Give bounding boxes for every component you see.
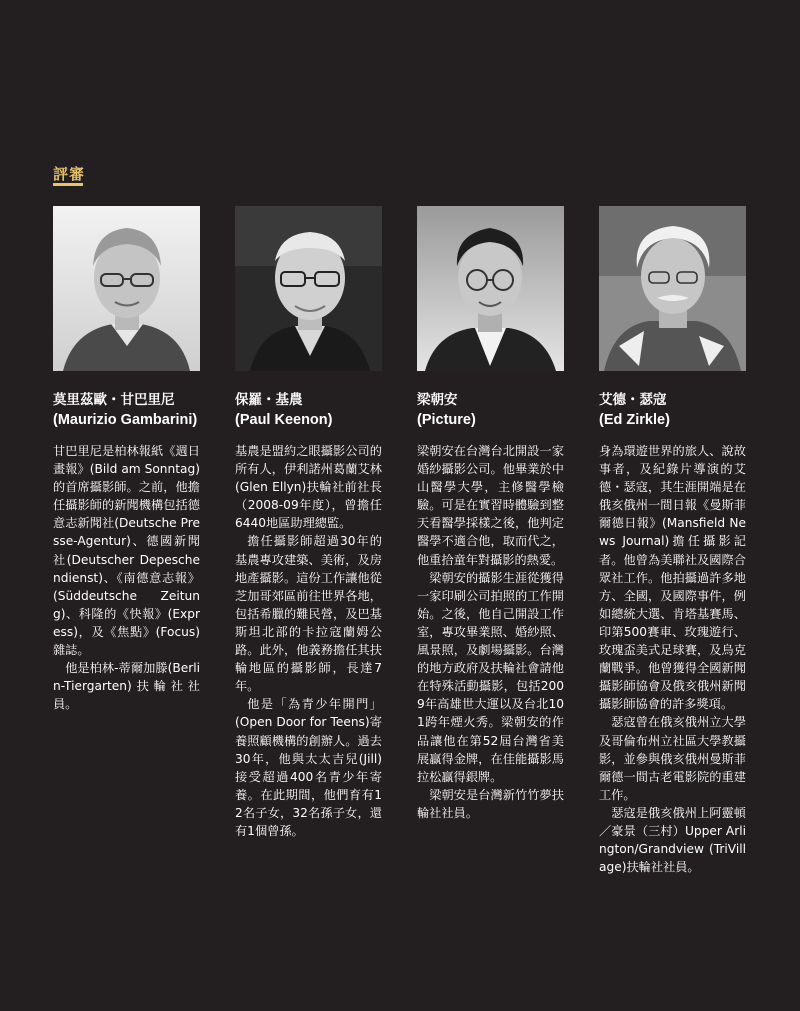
judge-card-picture (417, 206, 564, 822)
bio-paragraph: 擔任攝影師超過30年的基農專攻建築、美術，及房地產攝影。這份工作讓他從芝加哥郊區前往世界各地，包括希臘的難民營，及巴基斯坦北部的卡拉寇蘭姆公路。此外，他義務擔任其扶輪地區的攝影師，長達7年。 (235, 534, 382, 694)
judge-bio (417, 442, 564, 822)
judge-name-zh: 莫里茲歐・甘巴里尼 (53, 392, 175, 408)
bio-paragraph: 瑟寇曾在俄亥俄州立大學及哥倫布州立社區大學教攝影，並參與俄亥俄州曼斯菲爾德一間古老電影院的重建工作。 (599, 715, 746, 802)
judge-name-zh: 梁朝安 (417, 392, 458, 408)
judge-name-en: (Paul Keenon) (235, 412, 333, 428)
judge-name-en: (Picture) (417, 412, 476, 428)
bio-paragraph: 身為環遊世界的旅人、說故事者，及紀錄片導演的艾德・瑟寇，其生涯開端是在俄亥俄州一間日報《曼斯菲爾德日報》(Mansfield News Journal)擔任攝影記者。他曾為美聯社及國際合眾社工作。他拍攝過許多地方、全國，及國際事件，例如總統大選、肯塔基賽馬、印第500賽車、玫瑰遊行、玫瑰盃美式足球賽，及烏克蘭戰爭。他曾獲得全國新聞攝影師協會及俄亥俄州新聞攝影師協會的許多獎項。 (599, 444, 746, 712)
bio-paragraph: 瑟寇是俄亥俄州上阿靈頓／豪景（三村）Upper Arlington/Grandview (TriVillage)扶輪社社員。 (599, 805, 746, 875)
section-underline (53, 183, 83, 186)
judge-bio (53, 442, 200, 713)
judge-name-en: (Ed Zirkle) (599, 412, 670, 428)
judge-card-gambarini (53, 206, 200, 713)
judge-photo-zirkle (599, 206, 746, 371)
judge-photo-keenon (235, 206, 382, 371)
judge-photo-gambarini (53, 206, 200, 371)
bio-paragraph: 梁朝安是台灣新竹竹夢扶輪社社員。 (417, 787, 564, 820)
judge-name-zh: 艾德・瑟寇 (599, 392, 667, 408)
judge-card-keenon (235, 206, 382, 840)
judge-name-zh: 保羅・基農 (235, 392, 303, 408)
judge-bio (235, 442, 382, 840)
bio-paragraph: 甘巴里尼是柏林報紙《週日畫報》(Bild am Sonntag)的首席攝影師。之前，他擔任攝影師的新聞機構包括德意志新聞社(Deutsche Presse-Agentur)、德國新聞社(Deutscher Depeschendienst)、《南德意志報》(Süddeutsche Zeitung)、科隆的《快報》(Express)，及《焦點》(Focus)雜誌。 (53, 444, 200, 658)
bio-paragraph: 梁朝安的攝影生涯從獲得一家印刷公司拍照的工作開始。之後，他自己開設工作室，專攻畢業照、婚紗照、風景照，及劇場攝影。台灣的地方政府及扶輪社會請他在特殊活動攝影，包括2009年高雄世大運以及台北101跨年煙火秀。梁朝安的作品讓他在第52屆台灣省美展贏得金牌，在佳能攝影馬拉松贏得銀牌。 (417, 570, 564, 784)
bio-paragraph: 他是柏林-蒂爾加滕(Berlin-Tiergarten)扶輪社社員。 (53, 661, 200, 712)
section-title: 評審 (53, 165, 86, 183)
judge-name-en: (Maurizio Gambarini) (53, 412, 198, 428)
judge-bio (599, 442, 746, 876)
bio-paragraph: 梁朝安在台灣台北開設一家婚紗攝影公司。他畢業於中山醫學大學，主修醫學檢驗。可是在實習時體驗到整天看醫學採樣之後，他判定醫學不適合他，取而代之，他重拾童年對攝影的熱愛。 (417, 444, 564, 567)
judge-card-zirkle (599, 206, 746, 876)
bio-paragraph: 他是「為青少年開門」(Open Door for Teens)寄養照顧機構的創辦人。過去30年，他與太太吉兒(Jill)接受超過400名青少年寄養。在此期間，他們育有12名子女，32名孫子女，還有1個曾孫。 (235, 697, 382, 838)
judge-photo-picture (417, 206, 564, 371)
bio-paragraph: 基農是盟約之眼攝影公司的所有人，伊利諾州葛蘭艾林(Glen Ellyn)扶輪社前社長（2008-09年度），曾擔任6440地區助理總監。 (235, 444, 382, 531)
